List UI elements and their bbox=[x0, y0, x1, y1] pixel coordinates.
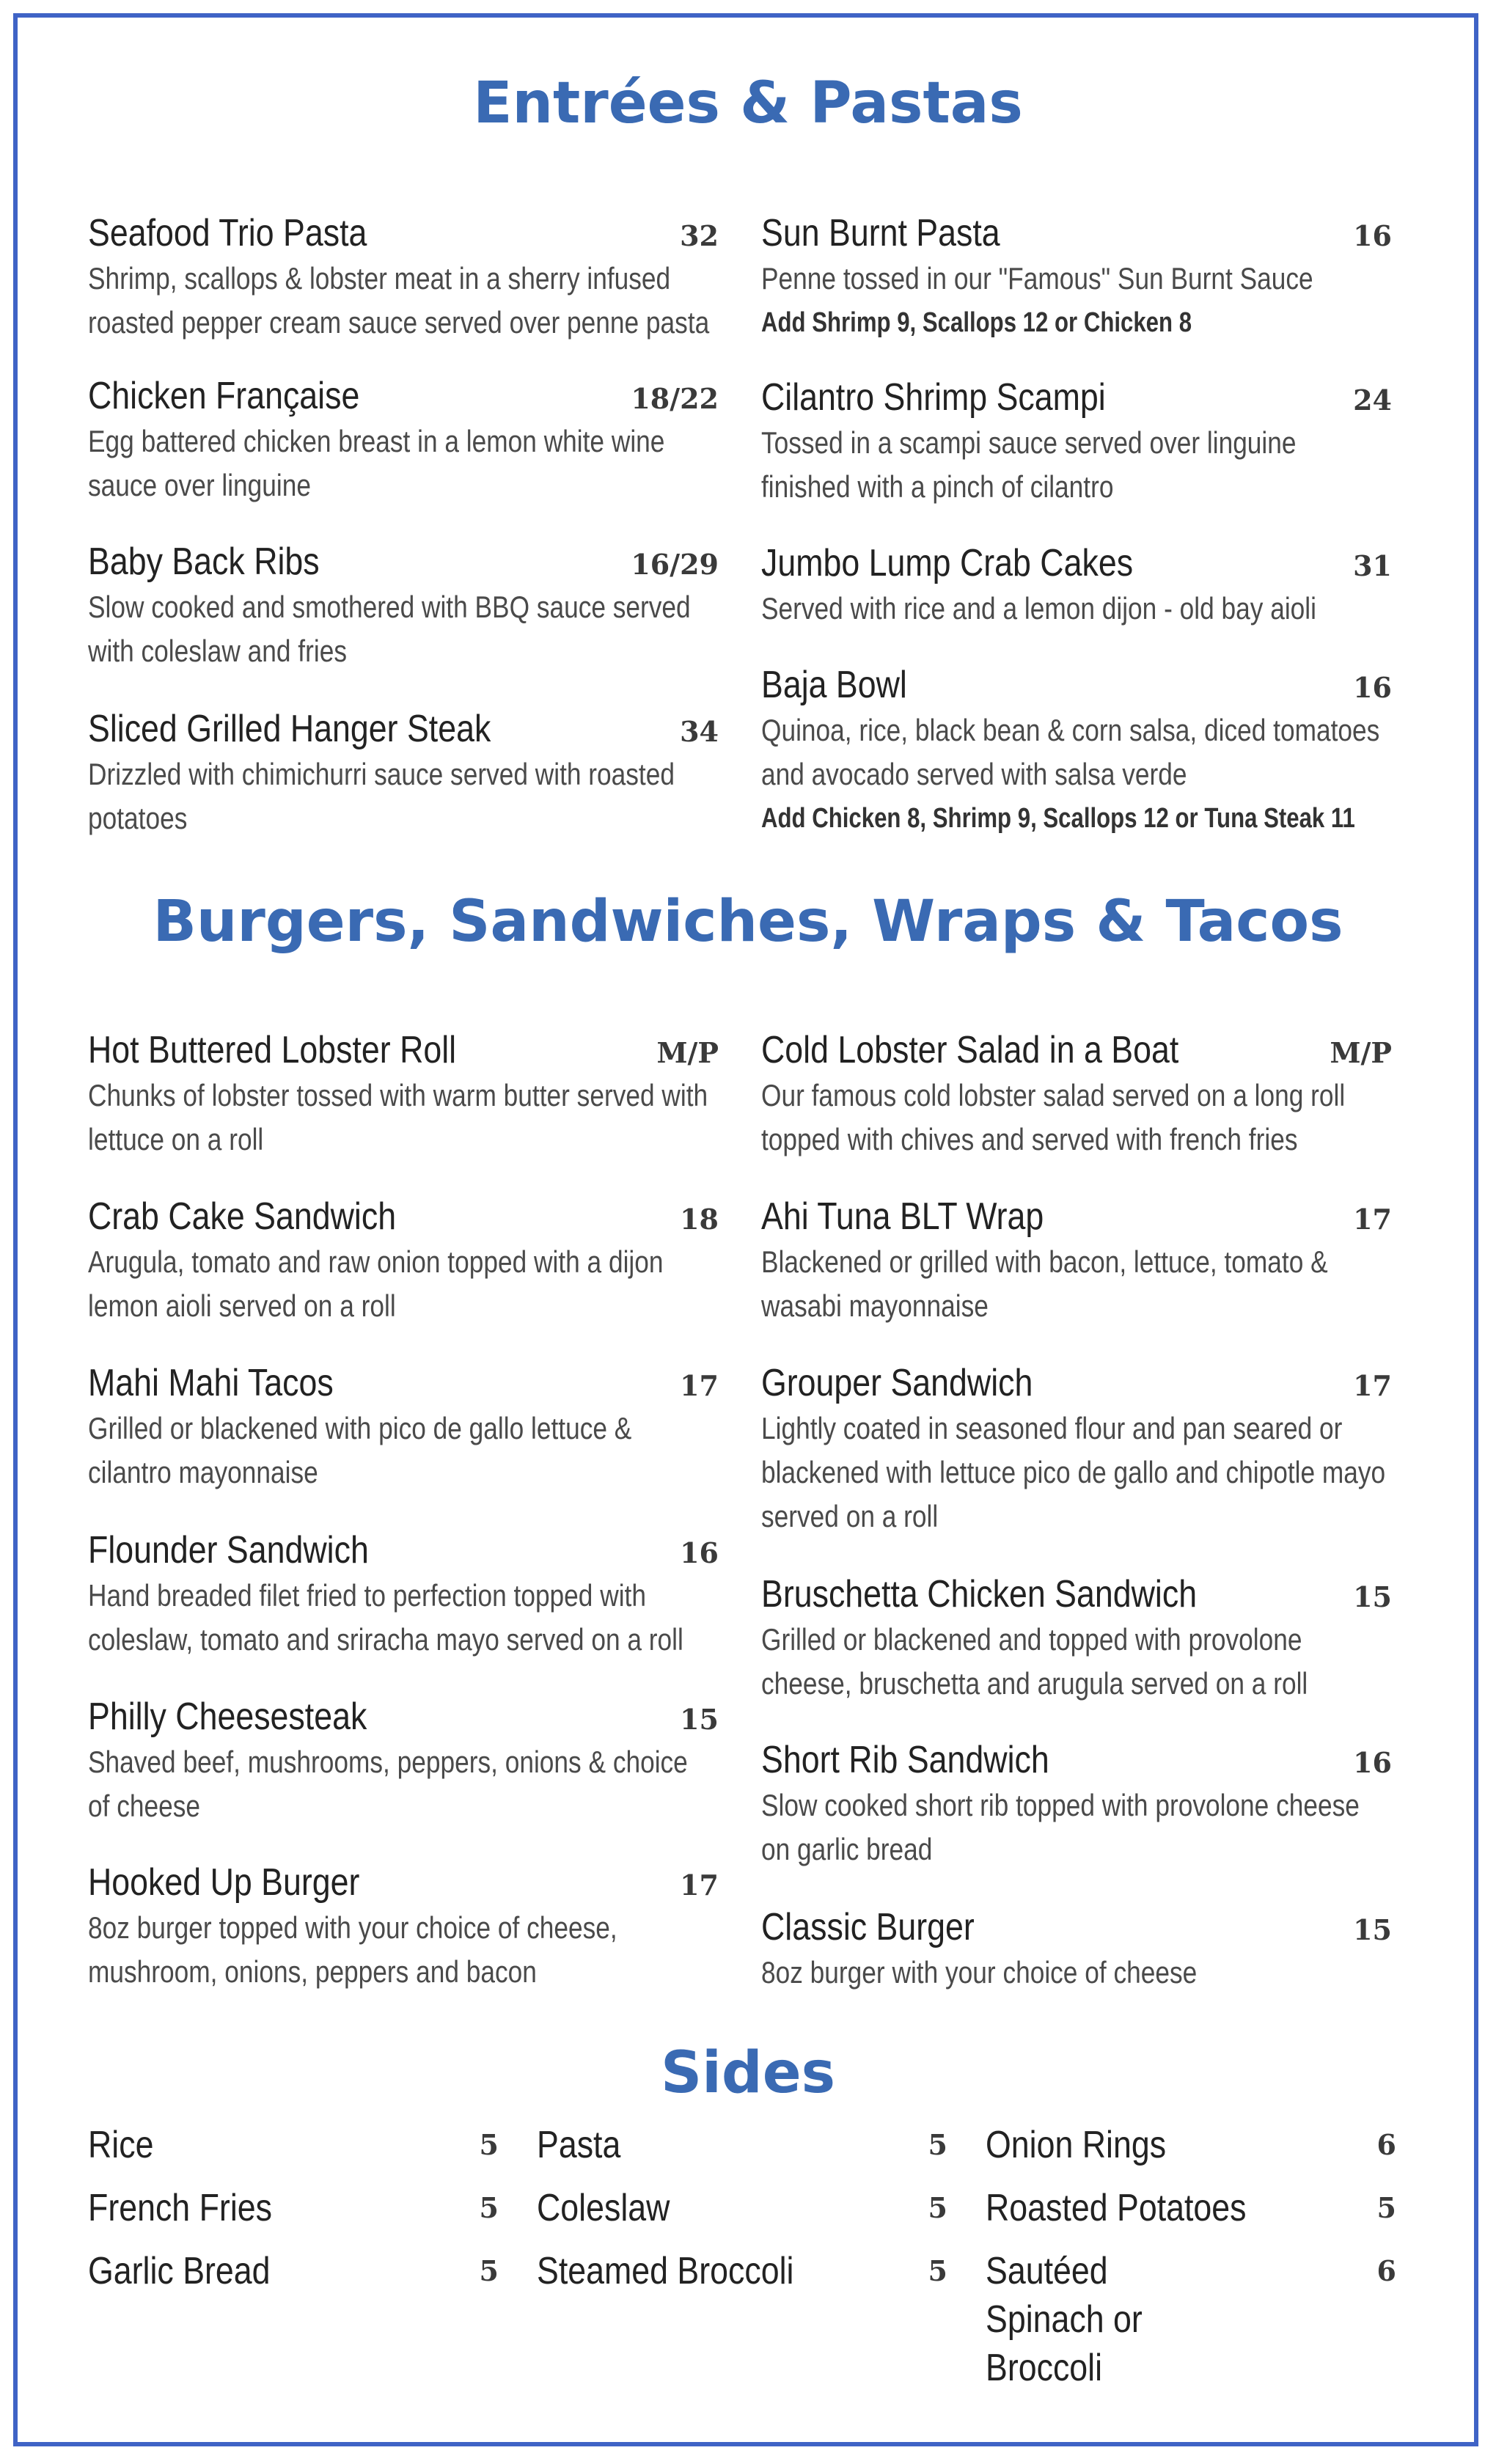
item-price: 16 bbox=[1353, 219, 1392, 252]
item-addons: Add Shrimp 9, Scallops 12 or Chicken 8 bbox=[761, 307, 1192, 338]
item-description: 8oz burger with your choice of cheese bbox=[761, 1955, 1198, 1990]
item-description: Arugula, tomato and raw onion topped with a dijon lemon aioli served on a roll bbox=[88, 1244, 664, 1323]
side-name: Onion Rings bbox=[986, 2124, 1167, 2166]
side-price: 5 bbox=[1376, 2191, 1396, 2224]
sides-column-3 bbox=[986, 2121, 1396, 2407]
item-price: 15 bbox=[1353, 1580, 1392, 1613]
item-description: Drizzled with chimichurri sauce served with roasted potatoes bbox=[88, 757, 675, 835]
menu-item bbox=[88, 1360, 719, 1527]
side-item bbox=[88, 2184, 499, 2232]
item-name: Bruschetta Chicken Sandwich bbox=[761, 1573, 1198, 1616]
item-price: 17 bbox=[1353, 1369, 1392, 1402]
sides-column-2 bbox=[537, 2121, 947, 2310]
item-name: Jumbo Lump Crab Cakes bbox=[761, 542, 1134, 584]
item-name: Baby Back Ribs bbox=[88, 540, 320, 583]
item-price: 17 bbox=[680, 1369, 719, 1402]
side-item bbox=[537, 2247, 947, 2295]
menu-item bbox=[761, 1193, 1392, 1360]
item-name: Classic Burger bbox=[761, 1906, 975, 1948]
menu-item bbox=[88, 1027, 719, 1193]
side-name: Coleslaw bbox=[537, 2187, 670, 2229]
item-price: M/P bbox=[1330, 1036, 1392, 1069]
item-description: Slow cooked short rib topped with provolone cheese on garlic bread bbox=[761, 1788, 1360, 1866]
burgers-title: Burgers, Sandwiches, Wraps & Tacos bbox=[153, 889, 1343, 955]
item-name: Sliced Grilled Hanger Steak bbox=[88, 708, 491, 750]
menu-item bbox=[761, 1904, 1392, 1995]
item-description: Tossed in a scampi sauce served over linguine finished with a pinch of cilantro bbox=[761, 425, 1297, 504]
item-description: Quinoa, rice, black bean & corn salsa, diced tomatoes and avocado served with salsa verde bbox=[761, 713, 1380, 791]
side-name: Pasta bbox=[537, 2124, 621, 2166]
item-description: Grilled or blackened and topped with provolone cheese, bruschetta and arugula served on a roll bbox=[761, 1622, 1308, 1701]
side-name: Garlic Bread bbox=[88, 2250, 271, 2292]
menu-item bbox=[761, 1360, 1392, 1571]
side-price: 5 bbox=[479, 2191, 499, 2224]
menu-item bbox=[761, 661, 1392, 840]
item-name: Flounder Sandwich bbox=[88, 1529, 369, 1572]
menu-item bbox=[761, 1737, 1392, 1904]
item-price: 16 bbox=[1353, 671, 1392, 704]
item-price: 32 bbox=[680, 219, 719, 252]
side-price: 5 bbox=[479, 2128, 499, 2161]
side-price: 6 bbox=[1376, 2128, 1396, 2161]
item-description: Shrimp, scallops & lobster meat in a sherry infused roasted pepper cream sauce served over penne pasta bbox=[88, 261, 710, 340]
menu-item bbox=[761, 540, 1392, 661]
item-price: 34 bbox=[680, 715, 719, 748]
item-description: Penne tossed in our "Famous" Sun Burnt Sauce bbox=[761, 261, 1313, 296]
side-item bbox=[537, 2121, 947, 2169]
item-description: Lightly coated in seasoned flour and pan seared or blackened with lettuce pico de gallo and chipotle mayo served on a roll bbox=[761, 1411, 1386, 1533]
side-name: Roasted Potatoes bbox=[986, 2187, 1247, 2229]
item-description: Egg battered chicken breast in a lemon white wine sauce over linguine bbox=[88, 424, 665, 502]
item-name: Baja Bowl bbox=[761, 664, 907, 706]
item-name: Mahi Mahi Tacos bbox=[88, 1362, 334, 1404]
item-price: 16 bbox=[1353, 1746, 1392, 1779]
menu-item bbox=[88, 705, 719, 840]
menu-item bbox=[88, 1859, 719, 1994]
item-description: Grilled or blackened with pico de gallo lettuce & cilantro mayonnaise bbox=[88, 1411, 632, 1489]
menu-item bbox=[761, 1027, 1392, 1193]
item-price: 15 bbox=[1353, 1913, 1392, 1946]
side-name: Rice bbox=[88, 2124, 154, 2166]
burgers-right-column bbox=[761, 1027, 1392, 1995]
side-price: 5 bbox=[928, 2128, 947, 2161]
side-item bbox=[986, 2184, 1396, 2232]
burgers-left-column bbox=[88, 1027, 719, 1994]
item-description: Chunks of lobster tossed with warm butter served with lettuce on a roll bbox=[88, 1078, 708, 1156]
entrees-right-column bbox=[761, 210, 1392, 840]
side-name: Steamed Broccoli bbox=[537, 2250, 794, 2292]
item-description: Our famous cold lobster salad served on a long roll topped with chives and served with french fries bbox=[761, 1078, 1346, 1156]
side-name: Sautéed Spinach or Broccoli bbox=[986, 2250, 1143, 2389]
item-price: 31 bbox=[1353, 549, 1392, 582]
menu-item bbox=[761, 210, 1392, 374]
item-description: Shaved beef, mushrooms, peppers, onions & choice of cheese bbox=[88, 1745, 688, 1823]
menu-item bbox=[88, 1693, 719, 1859]
item-price: M/P bbox=[656, 1036, 719, 1069]
item-price: 17 bbox=[1353, 1203, 1392, 1236]
menu-item bbox=[88, 373, 719, 538]
item-description: Blackened or grilled with bacon, lettuce, tomato & wasabi mayonnaise bbox=[761, 1244, 1328, 1323]
item-name: Sun Burnt Pasta bbox=[761, 212, 1000, 254]
menu-item bbox=[761, 374, 1392, 540]
item-price: 15 bbox=[680, 1703, 719, 1736]
item-name: Ahi Tuna BLT Wrap bbox=[761, 1195, 1044, 1238]
item-name: Cilantro Shrimp Scampi bbox=[761, 376, 1106, 419]
entrees-title: Entrées & Pastas bbox=[473, 70, 1023, 136]
side-price: 5 bbox=[928, 2191, 947, 2224]
item-name: Crab Cake Sandwich bbox=[88, 1195, 397, 1238]
item-price: 16 bbox=[680, 1536, 719, 1569]
item-name: Hooked Up Burger bbox=[88, 1861, 360, 1904]
side-item bbox=[537, 2184, 947, 2232]
side-name: French Fries bbox=[88, 2187, 272, 2229]
item-description: Slow cooked and smothered with BBQ sauce served with coleslaw and fries bbox=[88, 590, 691, 668]
item-name: Philly Cheesesteak bbox=[88, 1695, 367, 1738]
side-price: 5 bbox=[479, 2254, 499, 2287]
menu-item bbox=[88, 1527, 719, 1693]
menu-item bbox=[761, 1571, 1392, 1737]
item-price: 18/22 bbox=[631, 382, 719, 415]
item-price: 24 bbox=[1353, 384, 1392, 417]
item-name: Hot Buttered Lobster Roll bbox=[88, 1029, 457, 1071]
menu-item bbox=[88, 1193, 719, 1360]
item-price: 17 bbox=[680, 1869, 719, 1902]
side-item bbox=[986, 2247, 1396, 2392]
item-name: Seafood Trio Pasta bbox=[88, 212, 367, 254]
item-name: Short Rib Sandwich bbox=[761, 1739, 1049, 1781]
item-name: Chicken Française bbox=[88, 375, 360, 417]
item-price: 16/29 bbox=[631, 548, 719, 581]
side-price: 6 bbox=[1376, 2254, 1396, 2287]
item-description: Served with rice and a lemon dijon - old bay aioli bbox=[761, 591, 1316, 626]
menu-item bbox=[88, 538, 719, 705]
item-description: Hand breaded filet fried to perfection topped with coleslaw, tomato and sriracha mayo served on a roll bbox=[88, 1578, 683, 1657]
item-description: 8oz burger topped with your choice of cheese, mushroom, onions, peppers and bacon bbox=[88, 1910, 617, 1989]
item-name: Grouper Sandwich bbox=[761, 1362, 1033, 1404]
side-item bbox=[88, 2121, 499, 2169]
item-name: Cold Lobster Salad in a Boat bbox=[761, 1029, 1179, 1071]
item-addons: Add Chicken 8, Shrimp 9, Scallops 12 or Tuna Steak 11 bbox=[761, 803, 1355, 834]
item-price: 18 bbox=[680, 1203, 719, 1236]
menu-item bbox=[88, 210, 719, 373]
side-price: 5 bbox=[928, 2254, 947, 2287]
side-item bbox=[88, 2247, 499, 2295]
entrees-left-column bbox=[88, 210, 719, 840]
sides-title: Sides bbox=[660, 2040, 836, 2106]
side-item bbox=[986, 2121, 1396, 2169]
sides-column-1 bbox=[88, 2121, 499, 2310]
